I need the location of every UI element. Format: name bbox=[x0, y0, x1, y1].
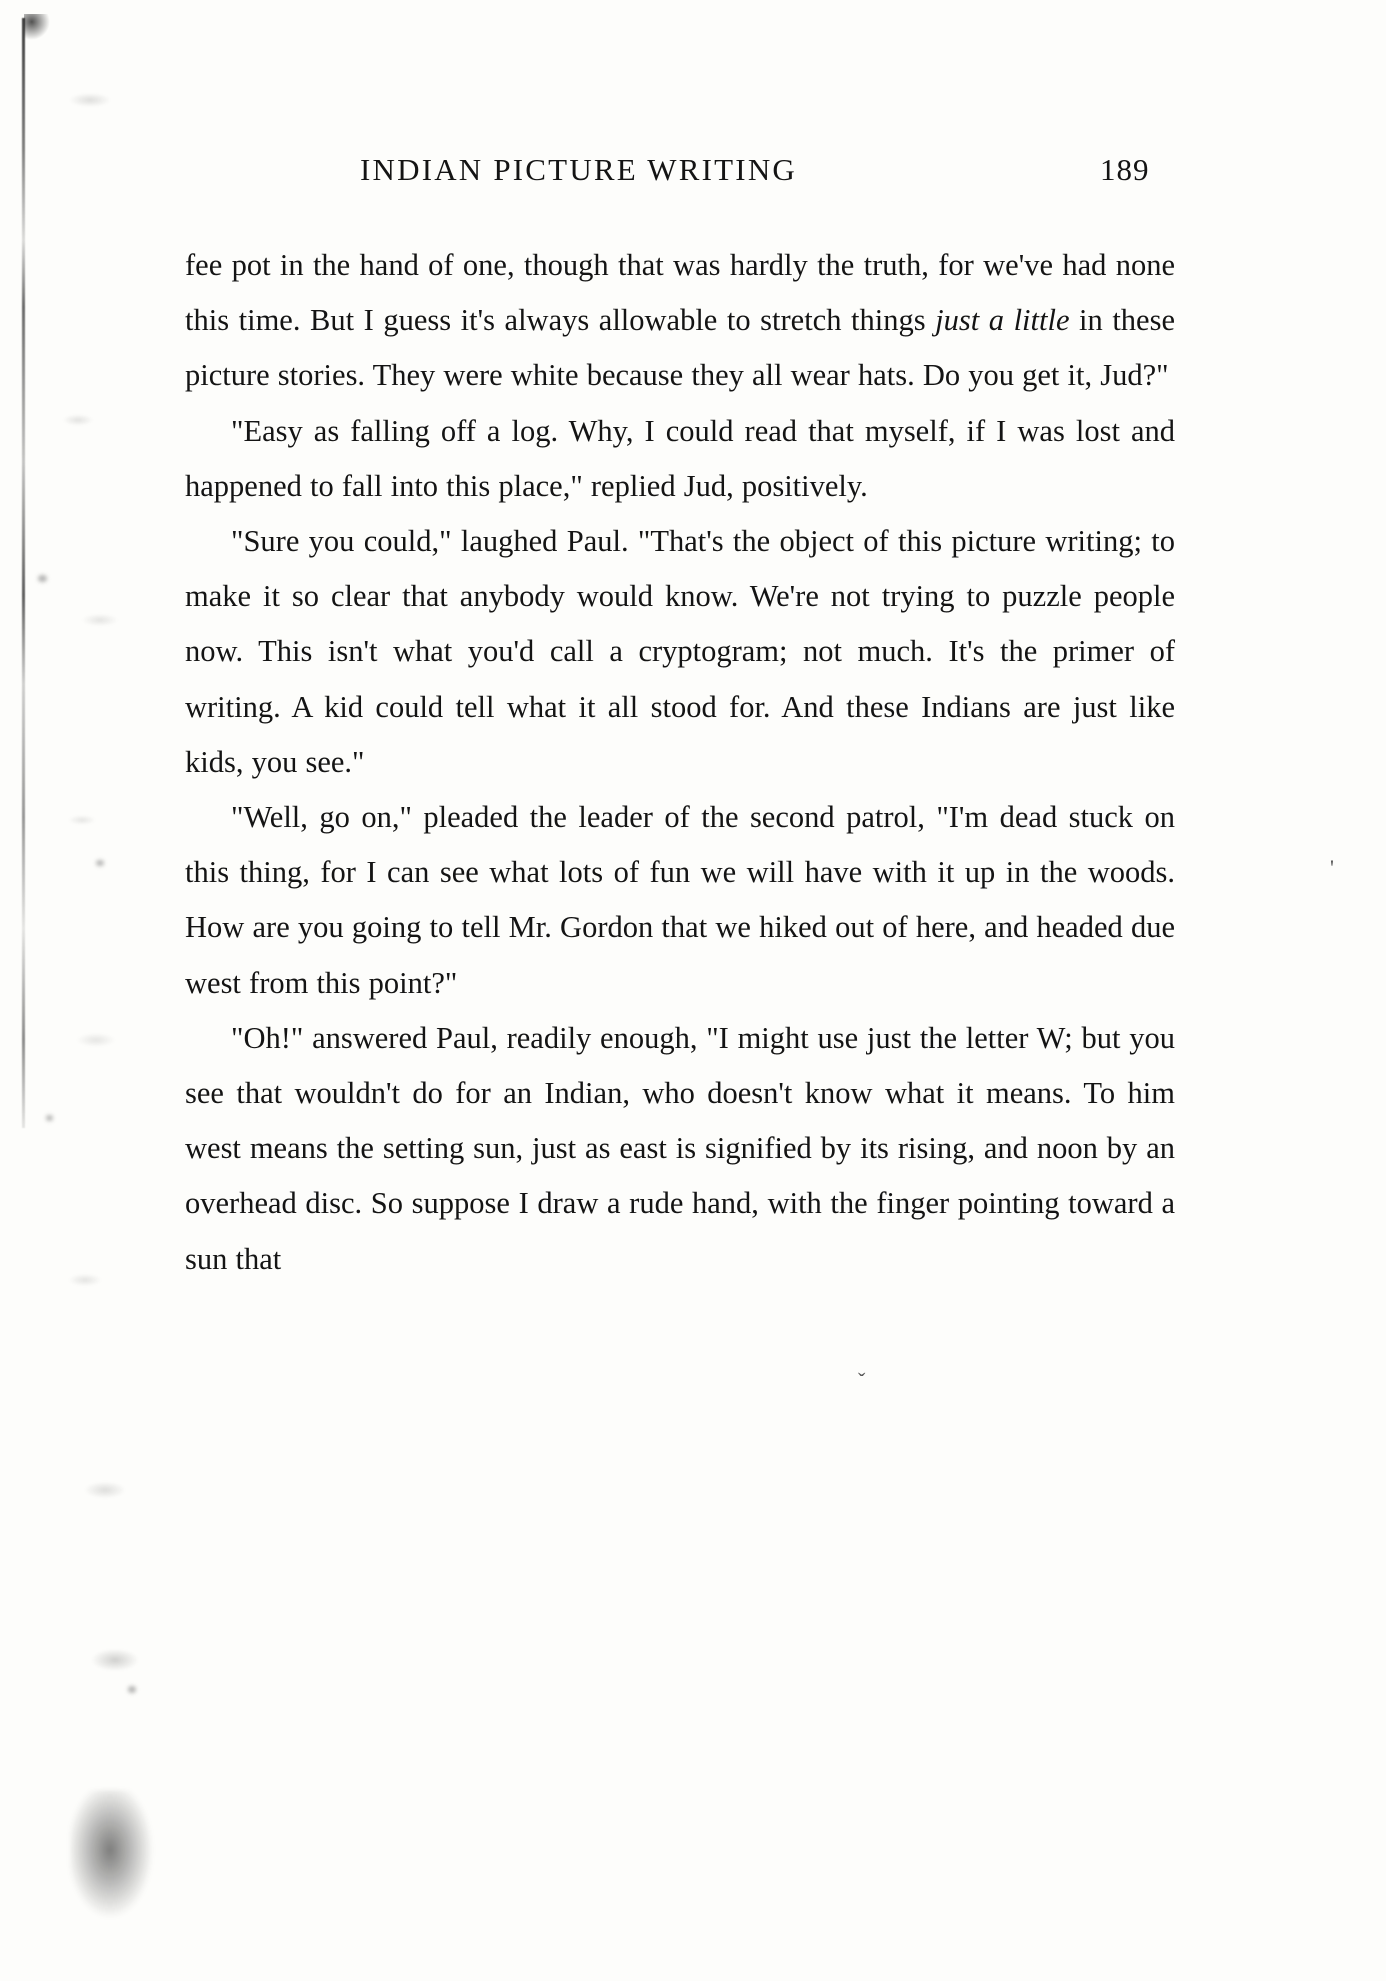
scan-edge-artifacts bbox=[0, 0, 150, 1981]
page-header bbox=[0, 152, 1386, 194]
page-number: 189 bbox=[1100, 152, 1150, 187]
scan-speck bbox=[128, 1686, 136, 1693]
scan-speck bbox=[38, 575, 47, 582]
paragraph: "Easy as falling off a log. Why, I could read that myself, if I was lost and happened to fall into this place," replied Jud, positively. bbox=[185, 413, 1175, 503]
scan-speck bbox=[46, 1115, 53, 1121]
paragraph: "Sure you could," laughed Paul. "That's the object of this picture writing; to make it so clear that anybody would know. We're not trying to puzzle people now. This isn't what you'd call a cryptogram; not much. It's the primer of writing. A kid could tell what it all stood for. And these Indians are just like kids, you see." bbox=[185, 524, 1175, 779]
body-text bbox=[185, 238, 1175, 1287]
margin-tick-right: ' bbox=[1330, 855, 1334, 880]
scan-corner-mark bbox=[24, 14, 50, 40]
paragraph: "Oh!" answered Paul, readily enough, "I might use just the letter W; but you see that wouldn't do for an Indian, who doesn't know what it means. To him west means the setting sun, just as east is signified by its rising, and noon by an overhead disc. So suppose I draw a rude hand, with the finger pointing toward a sun that bbox=[185, 1020, 1175, 1276]
running-head: INDIAN PICTURE WRITING bbox=[360, 152, 798, 187]
paragraph: fee pot in the hand of one, though that was hardly the truth, for we've had none this time. But I guess it's always allowable to stretch things just a little in these picture stories. They were white because they all wear hats. Do you get it, Jud?" bbox=[185, 248, 1175, 393]
paragraph: "Well, go on," pleaded the leader of the second patrol, "I'm dead stuck on this thing, for I can see what lots of fun we will have with it up in the woods. How are you going to tell Mr. Gordon that we hiked out of here, and headed due west from this point?" bbox=[185, 800, 1175, 1000]
scan-smudge bbox=[60, 60, 145, 1860]
margin-tick-inline: ˇ bbox=[858, 1368, 866, 1393]
scan-speck bbox=[96, 860, 104, 866]
scan-corner-shadow bbox=[70, 1790, 180, 1975]
